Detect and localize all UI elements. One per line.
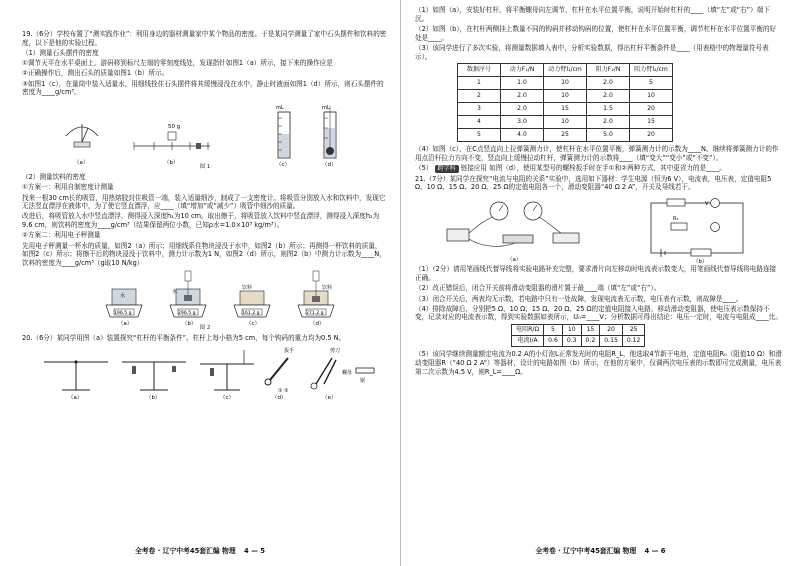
q21-part2: （2）改正错误后，闭合开关前将滑动变阻器的滑片置于最____端（填“左”或“右”）。 [415,284,661,293]
cylinder-with-stone-icon [324,106,336,158]
interdisciplinary-badge: 跨学科 [435,165,459,173]
fig2-val-d: 271.2 g [306,311,324,317]
table-cell: 1.5 [587,103,630,116]
fig2-label-d: （d） [310,321,325,328]
lever-data-table [457,63,673,142]
q20-tag-banshou: 扳手 [284,348,295,355]
fig2-tag-b: 水 [172,289,178,296]
table-header-row [458,64,673,77]
q21-part5: （5）该同学继续测量额定电流为0.2 A的小灯泡L正常发光时的电阻R_L，他选取4节新干电池，定值电阻R₀（阻值10 Ω）和滑动变阻器R（“40 Ω 2 A”）等器材，设计的电路如图（b）所示，在他的方案中，仅调两次电压表的示数即可完成测量，电压表第二次示数为4.5 V，则R_L=____Ω。 [415,350,782,376]
table-row [458,129,673,142]
table-cell: 10 [544,77,587,90]
right-footer [401,547,800,556]
q21-part1: （1）（2分）请用笔画线代替导线将实验电路补充完整，要求滑片向左移动时电流表示数变大，用笔画线代替导线将电路连接正确。 [415,265,777,283]
q21-figures [415,193,782,265]
q20-part4: （4）如图（c），在C点竖直向上拉弹簧测力计，使杠杆在水平位置平衡，弹簧测力计的示数为____N。继续将弹簧测力计的作用点沿杆拉力方向不变，竖直向上缓慢拉动杠杆，弹簧测力计的示数将____（填“变大”“变小”或“不变”）。 [415,145,779,162]
table-cell: 3.0 [501,116,544,129]
q20-part3: （3）该同学进行了多次实验，将测量数据填入表中，分析实验数据，得出杠杆平衡条件是____（用表格中的物理量符号表示）。 [415,43,769,61]
q20-label-e: （e） [322,395,337,401]
q21-label-a: （a） [507,257,522,264]
q19-plan2-text: 先用电子秤测量一杯水的质量，如图2（a）所示；用细线系住物块浸没于水中，如图2（b）所示；再测得一杯饮料的质量，如图2（c）所示；将擦干后的物块浸没于饮料中，测力计示数为1 N，如图2（d）所示，则图2（b）中测力计示数为____N，饮料的密度为____g/cm³（g取10 N/kg） [22,241,386,267]
fig1-ml-c: mL [276,105,284,112]
right-page [400,0,800,566]
fig2-val-c: 161.2 g [242,311,260,317]
q20-part5-text: 链接应用 如图（d），使用某型号的螺栓扳手时在手①和②两种方式，其中更省力的是____。 [460,164,726,173]
table-cell: 0.6 [544,336,563,347]
right-footer-title: 全考卷 · 辽宁中考45套汇编 物理 [535,547,637,556]
table-cell: 2.0 [587,77,630,90]
table-row [512,325,645,336]
q21-part4: （4）排除故障后，分别把5 Ω、10 Ω、15 Ω、20 Ω、25 Ω的定值电阻接入电路，移动滑动变阻器，使电压表示数保持不变，记录对应的电流表示数，得到实验数据如表所示，U₀=____V；分析数据可得出结论：电压一定时，电流与电阻成____比。 [415,304,782,322]
circuit-schematic-icon [651,199,743,258]
table-cell: 15 [581,325,600,336]
fig2-caption: 图 2 [199,325,211,332]
fig1-caption: 图 1 [199,164,211,171]
left-footer-title: 全考卷 · 辽宁中考45套汇编 物理 [134,547,236,556]
q20-tag-jianxu: 剪刀 [330,348,341,355]
q20-tag-luomu: 螺母 [342,370,353,377]
q21-label-b: （b） [693,259,708,266]
table-cell: 4.0 [501,129,544,142]
table-cell: 20 [630,103,673,116]
fig1-label-d: （d） [322,162,337,169]
table-cell: 5 [630,77,673,90]
fig2-label-a: （a） [118,321,133,328]
q20-part1: （1）如图（a），安装好杠杆，将平衡螺母向左调节，杠杆在水平位置平衡，说明开始时杠杆的____（填“左”或“右”）端下沉。 [415,6,770,23]
resistance-current-table [511,324,645,347]
table-cell: 3 [458,103,501,116]
q20-tag-ju: 锯 [360,378,366,385]
table-cell: 2 [458,90,501,103]
table-cell: 20 [630,129,673,142]
scissors-icon [311,358,336,389]
fig1-label-b: （b） [164,160,179,167]
table-cell: 2.0 [501,103,544,116]
fig2-label-c: （c） [246,321,261,328]
q20-tag-num: ① ② [278,388,289,395]
lever-c-icon [200,350,254,390]
fig1-ml-d: mL [322,105,330,112]
table-header-cell: 阻力臂l₂/cm [630,64,673,77]
figure-2-drawing [22,269,382,327]
fig1-label-a: （a） [74,160,89,167]
table-cell: 15 [630,116,673,129]
right-footer-page: 4 — 6 [644,547,666,556]
q20-label-d: （d） [272,395,287,401]
q20-part5 [415,164,782,173]
q21-r1-label: R₁ [673,216,679,223]
q19-step3: ③如图1（c），在量筒中装入适量水，用细线拴住石头摆件将其缓慢浸没在水中，静止时液面如图1（d）所示，则石头摆件的密度为____g/cm³。 [22,79,384,97]
table-row [458,90,673,103]
measuring-cylinder-icon [278,112,290,158]
q21-stem: 21.（7分）某同学在探究“电流与电阻的关系”实验中，选用如下器材：学生电源（恒为6 V），电流表，电压表，定值电阻5 Ω、10 Ω、15 Ω、20 Ω、25 Ω的定值电阻各一个，滑动变阻器“40 Ω 2 A”，开关及导线若干。 [415,174,772,192]
fig2-tag-c: 饮料 [242,285,253,292]
voltmeter-icon: V [705,201,709,208]
fig2-tag-a: 水 [120,293,126,300]
q20-stem: 20.（6分）某同学用图（a）装置探究“杠杆的平衡条件”。杠杆上每小格为5 cm，每个钩码的重力均为0.5 N。 [22,333,346,342]
figure-2 [22,269,388,327]
q20-drawing [22,344,382,400]
q19-part1-title: （1）测量石头摆件的密度 [22,48,99,57]
q19-part2-title: （2）测量饮料的密度 [22,173,86,182]
table-cell: 5 [544,325,563,336]
table-cell: 25 [544,129,587,142]
table-cell: 15 [544,103,587,116]
table-cell: 0.12 [622,336,645,347]
q19-stem: 19.（6分）学校布置了“测实践作业”：利用身边的器材测量家中某个物品的密度。于是某同学测量了家中石头摆件和饮料的密度，以下是他的实验过程。 [22,30,387,47]
q19-plan1-text1: 找来一根30 cm长的吸管，用热熔胶封住吸管一端，装入适量细沙，制成了一支密度计。将吸管分别放入水和饮料中，发现它无法竖直漂浮在液体中，为了使它竖直漂浮，应____（填“增加”或“减少”）吸管中细沙的质量。 [22,193,386,211]
table-cell: 20 [600,325,623,336]
table-cell: 1 [458,77,501,90]
q20-label-a: （a） [68,395,83,401]
q19-plan1: ①方案一：利用自制密度计测量 [22,183,114,192]
table-cell: 2.0 [587,116,630,129]
fig2-val-a: 196.5 g [114,311,132,317]
q21-drawing [415,193,783,265]
left-footer-page: 4 — 5 [244,547,266,556]
lever-b-icon [122,362,186,390]
q20-label-c: （c） [220,395,235,401]
q19-step1: ①调节天平在水平桌面上，游码移到标尺左端的零刻度线处，发现指针如图1（a）所示，接下来的操作应是 [22,59,333,68]
q20-label-b: （b） [146,395,161,401]
table-row [458,103,673,116]
table-header-cell: 数据序号 [458,64,501,77]
table-cell: 5.0 [587,129,630,142]
fig2-tag-d: 饮料 [322,285,333,292]
table-cell: 电阻R/Ω [512,325,544,336]
table-cell: 10 [544,90,587,103]
q21-part3: （3）闭合开关后，两表均无示数，若电路中只有一处故障，发现电流表无示数，电压表有示数，则故障是____。 [415,294,743,303]
table-cell: 4 [458,116,501,129]
table-cell: 0.3 [562,336,581,347]
fig1-weight-label: 50 g [168,124,181,131]
q19-plan1-text2: 改进后，将吸管放入水中竖直漂浮，测得浸入深度h₁为10 cm。取出擦干，将吸管放入饮料中竖直漂浮，测得浸入深度h₂为9.6 cm，则饮料的密度为____g/cm³（结果保留两位小数，已知ρ水=1.0×10³ kg/m³）。 [22,212,380,230]
table-cell: 电流I/A [512,336,544,347]
table-header-cell: 阻力F₂/N [587,64,630,77]
circuit-physical-icon [447,202,579,246]
figure-1-drawing [22,98,382,168]
table-cell: 0.15 [600,336,623,347]
q19-step2: ②正确操作后，测出石头的质量如图1（b）所示。 [22,69,169,78]
fig2-label-b: （b） [182,321,197,328]
table-row [458,77,673,90]
table-row [458,116,673,129]
q20-figures [22,344,388,400]
left-footer [0,547,400,556]
table-cell: 2.0 [501,90,544,103]
saw-icon [356,368,374,373]
table-cell: 10 [562,325,581,336]
table-cell: 2.0 [587,90,630,103]
table-cell: 25 [622,325,645,336]
table-cell: 5 [458,129,501,142]
table-row [512,336,645,347]
table-cell: 10 [630,90,673,103]
fig2-val-b: 296.5 g [178,311,196,317]
rider-beam-icon [134,132,210,150]
fig1-label-c: （c） [276,162,291,169]
table-header-cell: 动力F₁/N [501,64,544,77]
table-header-cell: 动力臂l₁/cm [544,64,587,77]
table-cell: 1.0 [501,77,544,90]
q20-part2: （2）如图（b），在杠杆两侧挂上数量不同的钩码并移动钩码的位置，使杠杆在水平位置平衡，调节杠杆在水平位置平衡的好处是____。 [415,24,777,42]
table-cell: 0.2 [581,336,600,347]
q20-part5-num: （5） [415,164,433,173]
table-cell: 10 [544,116,587,129]
wrench-icon [265,358,288,385]
lever-a-icon [44,361,108,391]
balance-scale-icon [66,124,98,147]
q19-plan2: ②方案二：利用电子秤测量 [22,231,101,240]
figure-1 [22,98,388,168]
